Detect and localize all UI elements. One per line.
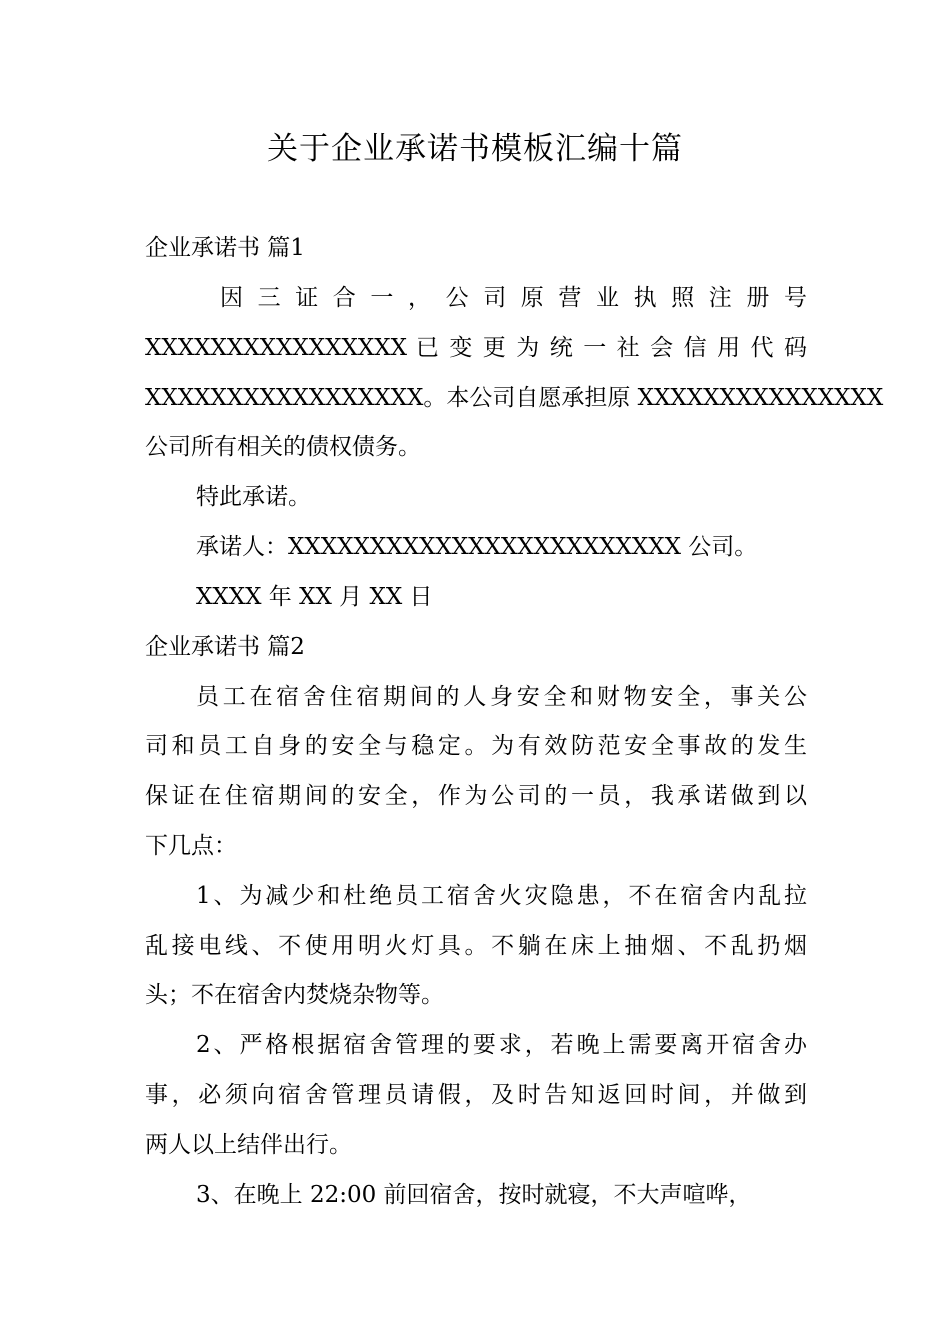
- paragraph-line: 两人以上结伴出行。: [145, 1132, 352, 1158]
- date-line: XXXX 年 XX 月 XX 日: [196, 584, 433, 610]
- paragraph-line: 司和员工自身的安全与稳定。为有效防范安全事故的发生: [145, 733, 807, 759]
- paragraph-line: 公司所有相关的债权债务。: [145, 434, 421, 460]
- signatory-line: 承诺人：XXXXXXXXXXXXXXXXXXXXXXXX 公司。: [196, 534, 758, 560]
- section-heading: 企业承诺书 篇2: [145, 634, 305, 660]
- paragraph-line: 2、严格根据宿舍管理的要求，若晚上需要离开宿舍办: [196, 1032, 807, 1058]
- paragraph-line: 事，必须向宿舍管理员请假，及时告知返回时间，并做到: [145, 1082, 807, 1108]
- paragraph-line: 因 三 证 合 一 ， 公 司 原 营 业 执 照 注 册 号: [220, 285, 807, 311]
- paragraph-line: 3、在晚上 22:00 前回宿舍，按时就寝，不大声喧哗，: [196, 1182, 752, 1208]
- paragraph-line: XXXXXXXXXXXXXXXX 已 变 更 为 统 一 社 会 信 用 代 码: [145, 335, 807, 361]
- paragraph-line: 头；不在宿舍内焚烧杂物等。: [145, 982, 444, 1008]
- paragraph-line: XXXXXXXXXXXXXXXXX。本公司自愿承担原 XXXXXXXXXXXXXXX: [145, 385, 884, 411]
- paragraph-line: 下几点：: [145, 833, 237, 859]
- paragraph-line: 员工在宿舍住宿期间的人身安全和财物安全，事关公: [196, 684, 807, 710]
- paragraph-line: 特此承诺。: [196, 484, 311, 510]
- paragraph-line: 保证在住宿期间的安全，作为公司的一员，我承诺做到以: [145, 783, 807, 809]
- document-title: 关于企业承诺书模板汇编十篇: [267, 131, 683, 167]
- section-heading: 企业承诺书 篇1: [145, 235, 305, 261]
- paragraph-line: 乱接电线、不使用明火灯具。不躺在床上抽烟、不乱扔烟: [145, 933, 807, 959]
- paragraph-line: 1、为减少和杜绝员工宿舍火灾隐患，不在宿舍内乱拉: [196, 883, 807, 909]
